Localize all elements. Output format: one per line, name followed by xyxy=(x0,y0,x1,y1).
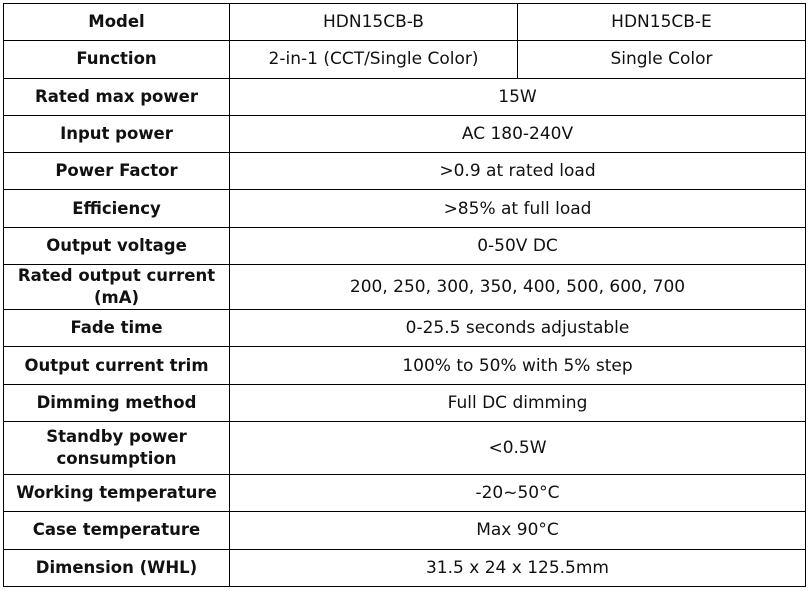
table-row xyxy=(4,512,806,549)
row-label: Output current trim xyxy=(4,347,230,384)
row-value: >0.9 at rated load xyxy=(230,153,806,190)
table-row xyxy=(4,474,806,511)
row-value: Full DC dimming xyxy=(230,384,806,421)
table-row xyxy=(4,347,806,384)
row-label: Model xyxy=(4,4,230,41)
row-label: Rated output current (mA) xyxy=(4,265,230,310)
row-value: <0.5W xyxy=(230,421,806,474)
row-label: Rated max power xyxy=(4,78,230,115)
row-value: AC 180-240V xyxy=(230,115,806,152)
row-value: 15W xyxy=(230,78,806,115)
table-row xyxy=(4,115,806,152)
table-row-function xyxy=(4,41,806,78)
row-value: -20~50°C xyxy=(230,474,806,511)
function-b-cell: 2-in-1 (CCT/Single Color) xyxy=(230,41,518,78)
table-row xyxy=(4,78,806,115)
model-e-cell: HDN15CB-E xyxy=(518,4,806,41)
table-row xyxy=(4,421,806,474)
function-e-cell: Single Color xyxy=(518,41,806,78)
row-value: >85% at full load xyxy=(230,190,806,227)
row-label: Input power xyxy=(4,115,230,152)
row-label: Fade time xyxy=(4,310,230,347)
row-value: 100% to 50% with 5% step xyxy=(230,347,806,384)
table-row xyxy=(4,549,806,586)
row-value: 0-50V DC xyxy=(230,227,806,264)
table-row xyxy=(4,384,806,421)
row-value: 200, 250, 300, 350, 400, 500, 600, 700 xyxy=(230,265,806,310)
row-value: Max 90°C xyxy=(230,512,806,549)
row-label: Output voltage xyxy=(4,227,230,264)
table-row xyxy=(4,265,806,310)
row-value: 0-25.5 seconds adjustable xyxy=(230,310,806,347)
table-row xyxy=(4,190,806,227)
row-label: Case temperature xyxy=(4,512,230,549)
row-label: Efficiency xyxy=(4,190,230,227)
row-label: Power Factor xyxy=(4,153,230,190)
row-label: Working temperature xyxy=(4,474,230,511)
table-row xyxy=(4,310,806,347)
row-label: Function xyxy=(4,41,230,78)
model-b-cell: HDN15CB-B xyxy=(230,4,518,41)
spec-table xyxy=(3,3,806,587)
row-label: Standby power consumption xyxy=(4,421,230,474)
table-row xyxy=(4,227,806,264)
row-label: Dimension (WHL) xyxy=(4,549,230,586)
row-value: 31.5 x 24 x 125.5mm xyxy=(230,549,806,586)
row-label: Dimming method xyxy=(4,384,230,421)
table-row xyxy=(4,153,806,190)
table-row-model xyxy=(4,4,806,41)
